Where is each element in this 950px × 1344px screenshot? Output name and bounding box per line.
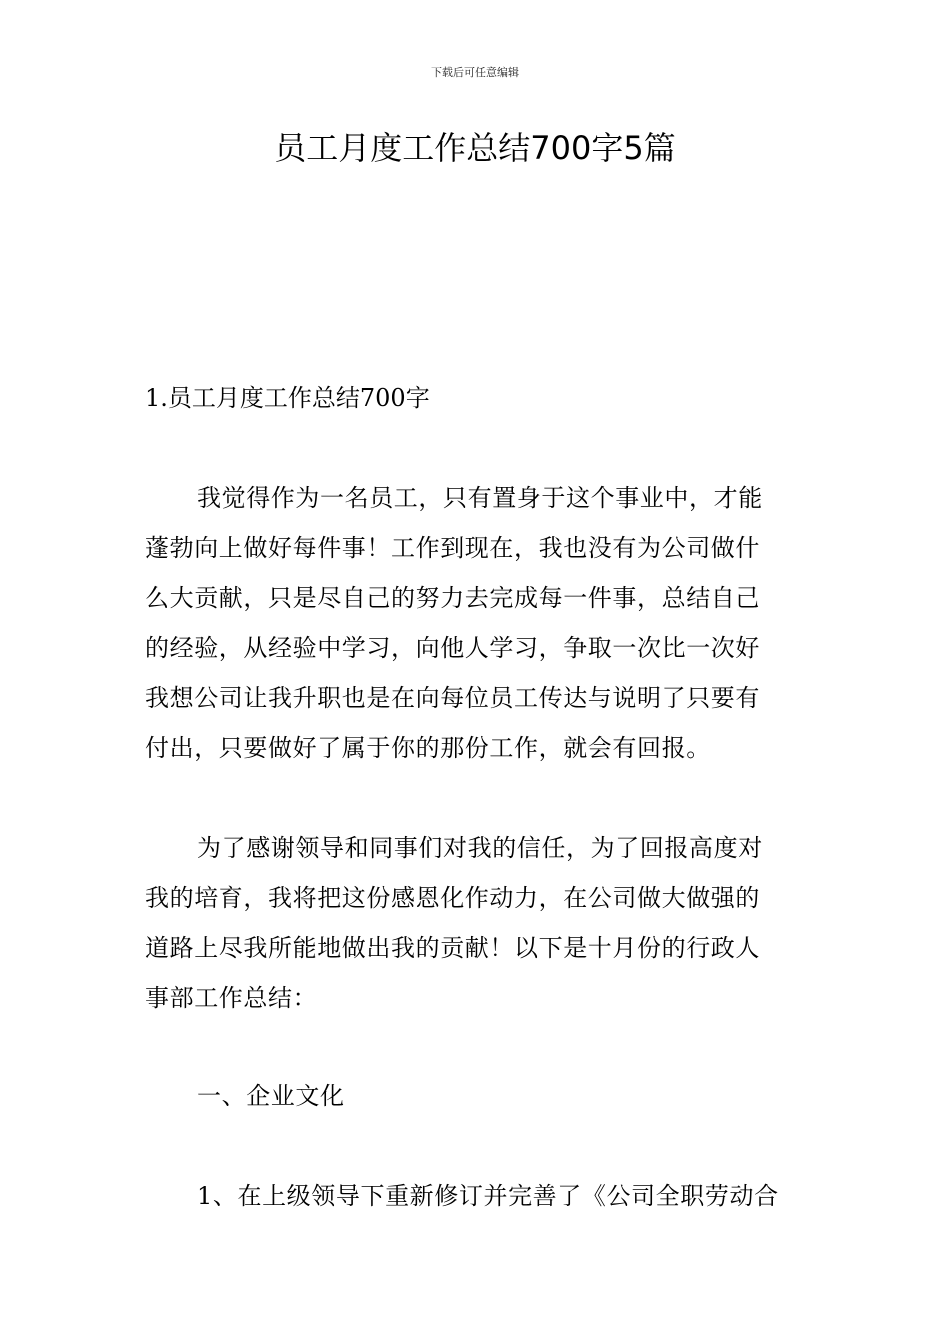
paragraph-line: 我觉得作为一名员工，只有置身于这个事业中，才能 bbox=[197, 484, 763, 512]
paragraph-line: 为了感谢领导和同事们对我的信任，为了回报高度对 bbox=[197, 834, 763, 862]
paragraph-1 bbox=[145, 473, 809, 773]
paragraph-line: 的经验，从经验中学习，向他人学习，争取一次比一次好 bbox=[145, 634, 760, 662]
header-note: 下载后可任意编辑 bbox=[431, 66, 519, 79]
paragraph-line: 我的培育，我将把这份感恩化作动力，在公司做大做强的 bbox=[145, 884, 760, 912]
section-heading: 1.员工月度工作总结700字 bbox=[145, 384, 430, 412]
paragraph-line: 事部工作总结： bbox=[145, 984, 318, 1012]
paragraph-line: 蓬勃向上做好每件事！工作到现在，我也没有为公司做什 bbox=[145, 534, 760, 562]
paragraph-line: 付出，只要做好了属于你的那份工作，就会有回报。 bbox=[145, 734, 711, 762]
document-title: 员工月度工作总结700字5篇 bbox=[274, 129, 676, 167]
paragraph-line: 道路上尽我所能地做出我的贡献！以下是十月份的行政人 bbox=[145, 934, 760, 962]
list-item-1 bbox=[145, 1171, 809, 1221]
subheading-text: 一、企业文化 bbox=[197, 1082, 345, 1110]
subheading-enterprise-culture bbox=[145, 1071, 809, 1121]
paragraph-line: 我想公司让我升职也是在向每位员工传达与说明了只要有 bbox=[145, 684, 760, 712]
paragraph-line: 么大贡献，只是尽自己的努力去完成每一件事，总结自己 bbox=[145, 584, 760, 612]
list-item-text: 1、在上级领导下重新修订并完善了《公司全职劳动合 bbox=[197, 1182, 779, 1210]
paragraph-2 bbox=[145, 823, 809, 1023]
